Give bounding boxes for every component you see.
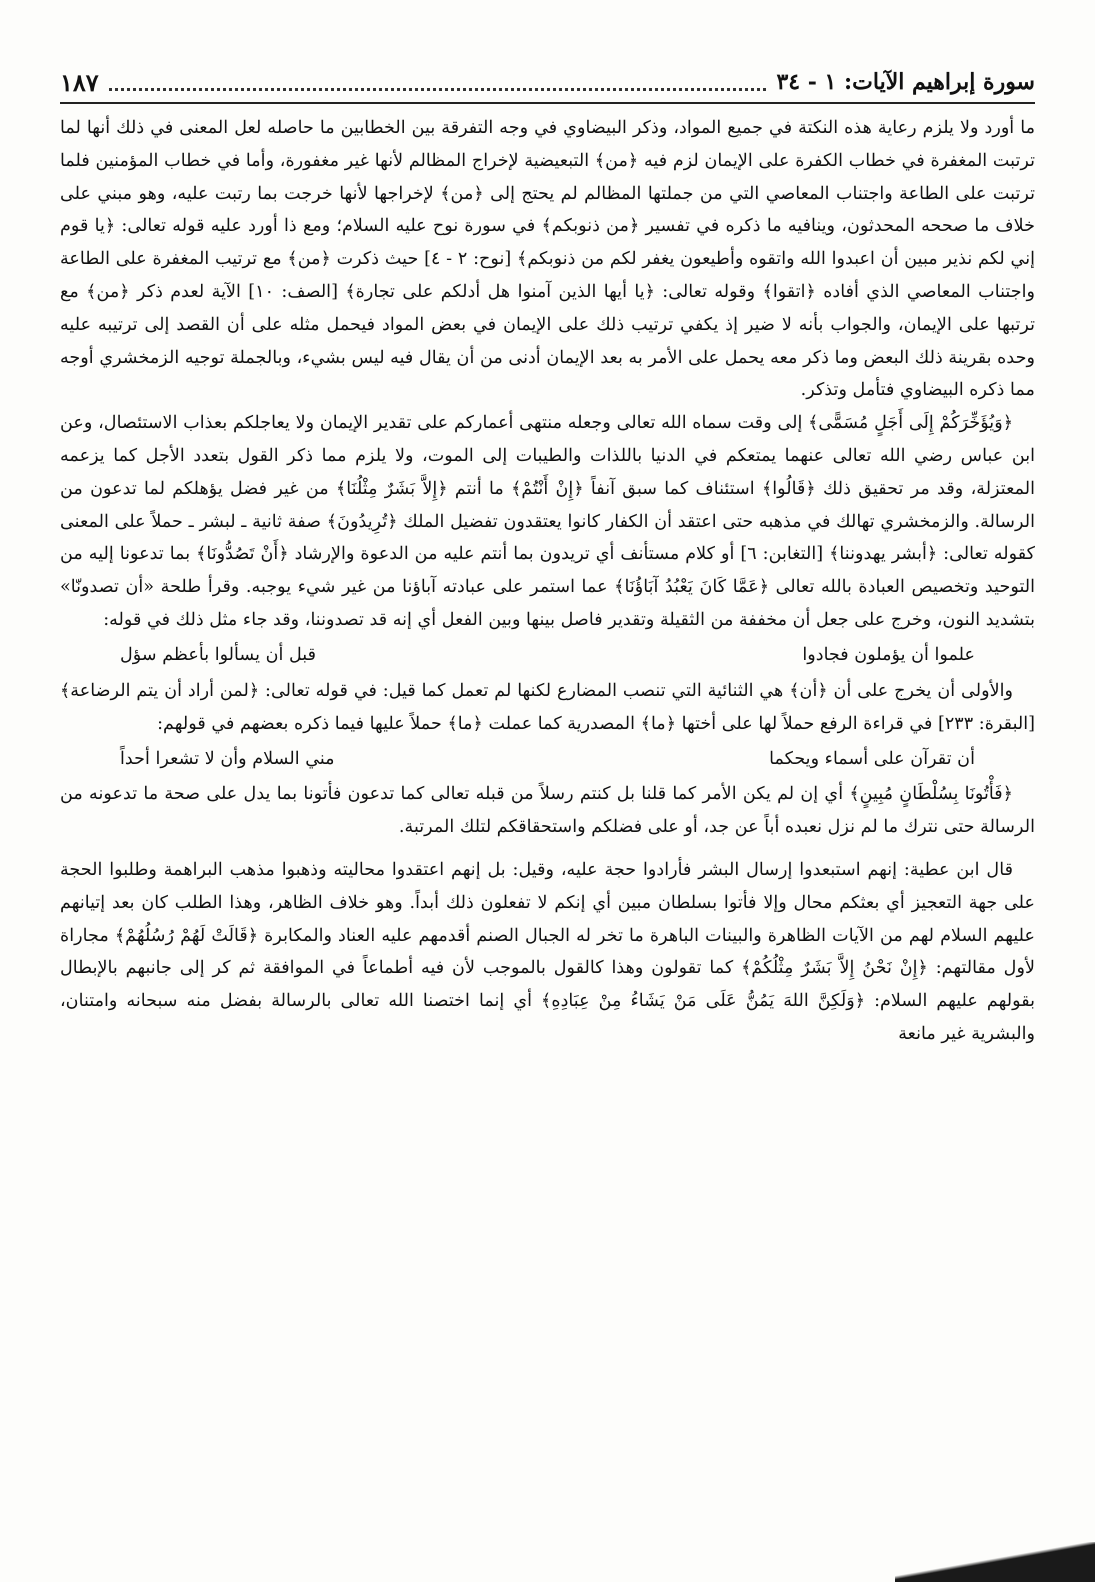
paragraph: والأولى أن يخرج على أن ﴿أن﴾ هي الثنائية التي تنصب المضارع لكنها لم تعمل كما قيل: في قوله تعالى: ﴿لمن أراد أن يتم الرضاعة﴾ [البقرة: ٢٣٣] في قراءة الرفع حملاً لها على أختها ﴿ما﴾ المصدرية كما عملت ﴿ما﴾ حملاً عليها فيما ذكره بعضهم في قولهم: [60, 680, 1035, 734]
verse-hemistich-second: قبل أن يسألوا بأعظم سؤل [120, 645, 317, 666]
verse-hemistich-first: أن تقرآن على أسماء ويحكما [769, 748, 975, 769]
page-body [60, 112, 1035, 1051]
poetry-verse [60, 637, 1035, 675]
poetry-verse [60, 740, 1035, 778]
verse-hemistich-second: مني السلام وأن لا تشعرا أحداً [120, 748, 335, 769]
leader-dots [109, 74, 767, 91]
page-header [60, 62, 1035, 104]
paragraph: ﴿وَيُؤَخِّرَكُمْ إِلَى أَجَلٍ مُسَمًّى﴾ إلى وقت سماه الله تعالى وجعله منتهى أعماركم على تقدير الإيمان ولا يعاجلكم بعذاب الاستئصال، وعن ابن عباس رضي الله تعالى عنهما يمتعكم في الدنيا باللذات والطيبات إلى الموت، ولا يلزم مما ذكر القول بتعدد الأجل كما يزعمه المعتزلة، وقد مر تحقيق ذلك ﴿قَالُوا﴾ استئناف كما سبق آنفاً ﴿إِنْ أَنْتُمْ﴾ ما أنتم ﴿إِلاَّ بَشَرٌ مِثْلُنَا﴾ من غير فضل يؤهلكم لما تدعون من الرسالة. والزمخشري تهالك في مذهبه حتى اعتقد أن الكفار كانوا يعتقدون تفضيل الملك ﴿تُرِيدُونَ﴾ صفة ثانية ـ لبشر ـ حملاً على المعنى كقوله تعالى: ﴿أبشر يهدوننا﴾ [التغابن: ٦] أو كلام مستأنف أي تريدون بما أنتم عليه من الدعوة والإرشاد ﴿أَنْ تَصُدُّونَا﴾ بما تدعونا إليه من التوحيد وتخصيص العبادة بالله تعالى ﴿عَمَّا كَانَ يَعْبُدُ آبَاؤُنَا﴾ عما استمر على عبادته آباؤنا من غير شيء يوجبه. وقرأ طلحة «أن تصدونّا» بتشديد النون، وخرج على جعل أن مخففة من الثقيلة وتقدير فاصل بينها وبين الفعل أي إنه قد تصدوننا، وقد جاء مثل ذلك في قوله: [60, 413, 1035, 630]
paragraph: ﴿فَأْتُونَا بِسُلْطَانٍ مُبِينٍ﴾ أي إن لم يكن الأمر كما قلنا بل كنتم رسلاً من قبله تعالى كما تدعون فأتونا بما يدل على صحة ما تدعونه من الرسالة حتى نترك ما لم نزل نعبده أباً عن جد، أو على فضلكم واستحقاقكم لتلك المرتبة. [60, 784, 1035, 838]
scan-shadow [895, 1542, 1095, 1582]
running-title: سورة إبراهيم الآيات: ١ - ٣٤ [776, 69, 1035, 95]
page-number: ١٨٧ [60, 67, 99, 97]
verse-hemistich-first: علموا أن يؤملون فجادوا [802, 645, 975, 666]
paragraph: قال ابن عطية: إنهم استبعدوا إرسال البشر فأرادوا حجة عليه، وقيل: بل إنهم اعتقدوا محاليته وذهبوا مذهب البراهمة وطلبوا الحجة على جهة التعجيز أي بعثكم محال وإلا فأتوا بسلطان مبين أي إنكم لا تفعلون ذلك أبداً. وهو خلاف الظاهر، وهذا الطلب كان بعد إتيانهم عليهم السلام لهم من الآيات الظاهرة والبينات الباهرة ما تخر له الجبال الصنم أقدمهم عليه العناد والمكابرة ﴿قَالَتْ لَهُمْ رُسُلُهُمْ﴾ مجاراة لأول مقالتهم: ﴿إِنْ نَحْنُ إِلاَّ بَشَرٌ مِثْلُكُمْ﴾ كما تقولون وهذا كالقول بالموجب لأن فيه أطماعاً في الموافقة ثم كر إلى جانبهم بالإبطال بقولهم عليهم السلام: ﴿وَلَكِنَّ اللهَ يَمُنُّ عَلَى مَنْ يَشَاءُ مِنْ عِبَادِهِ﴾ أي إنما اختصنا الله تعالى بالرسالة بفضل منه سبحانه وامتنان، والبشرية غير مانعة [60, 859, 1035, 1044]
paragraph: ما أورد ولا يلزم رعاية هذه النكتة في جميع المواد، وذكر البيضاوي في وجه التفرقة بين الخطابين ما حاصله لعل المعنى في ذلك أنها لما ترتبت المغفرة في خطاب الكفرة على الإيمان لزم فيه ﴿من﴾ التبعيضية لإخراج المظالم لأنها غير مغفورة، وأما في خطاب المؤمنين فلما ترتبت على الطاعة واجتناب المعاصي التي من جملتها المظالم لم يحتج إلى ﴿من﴾ لإخراجها لأنها خرجت بما رتبت عليه، وهو مبني على خلاف ما صححه المحدثون، وينافيه ما ذكره في تفسير ﴿من ذنوبكم﴾ في سورة نوح عليه السلام؛ ومع ذا أورد عليه قوله تعالى: ﴿يا قوم إني لكم نذير مبين أن اعبدوا الله واتقوه وأطيعون يغفر لكم من ذنوبكم﴾ [نوح: ٢ - ٤] حيث ذكرت ﴿من﴾ مع ترتيب المغفرة على الطاعة واجتناب المعاصي الذي أفاده ﴿اتقوا﴾ وقوله تعالى: ﴿يا أيها الذين آمنوا هل أدلكم على تجارة﴾ [الصف: ١٠] الآية لعدم ذكر ﴿من﴾ مع ترتبها على الإيمان، والجواب بأنه لا ضير إذ يكفي ترتيب ذلك على الإيمان في بعض المواد فيحمل مثله على أن القصد إلى ترتيبه عليه وحده بقرينة ذلك البعض وما ذكر معه يحمل على الأمر به بعد الإيمان أدنى من أن يقال فيه ليس بشيء، وبالجملة توجيه الزمخشري أوجه مما ذكره البيضاوي فتأمل وتذكر. [60, 118, 1035, 401]
